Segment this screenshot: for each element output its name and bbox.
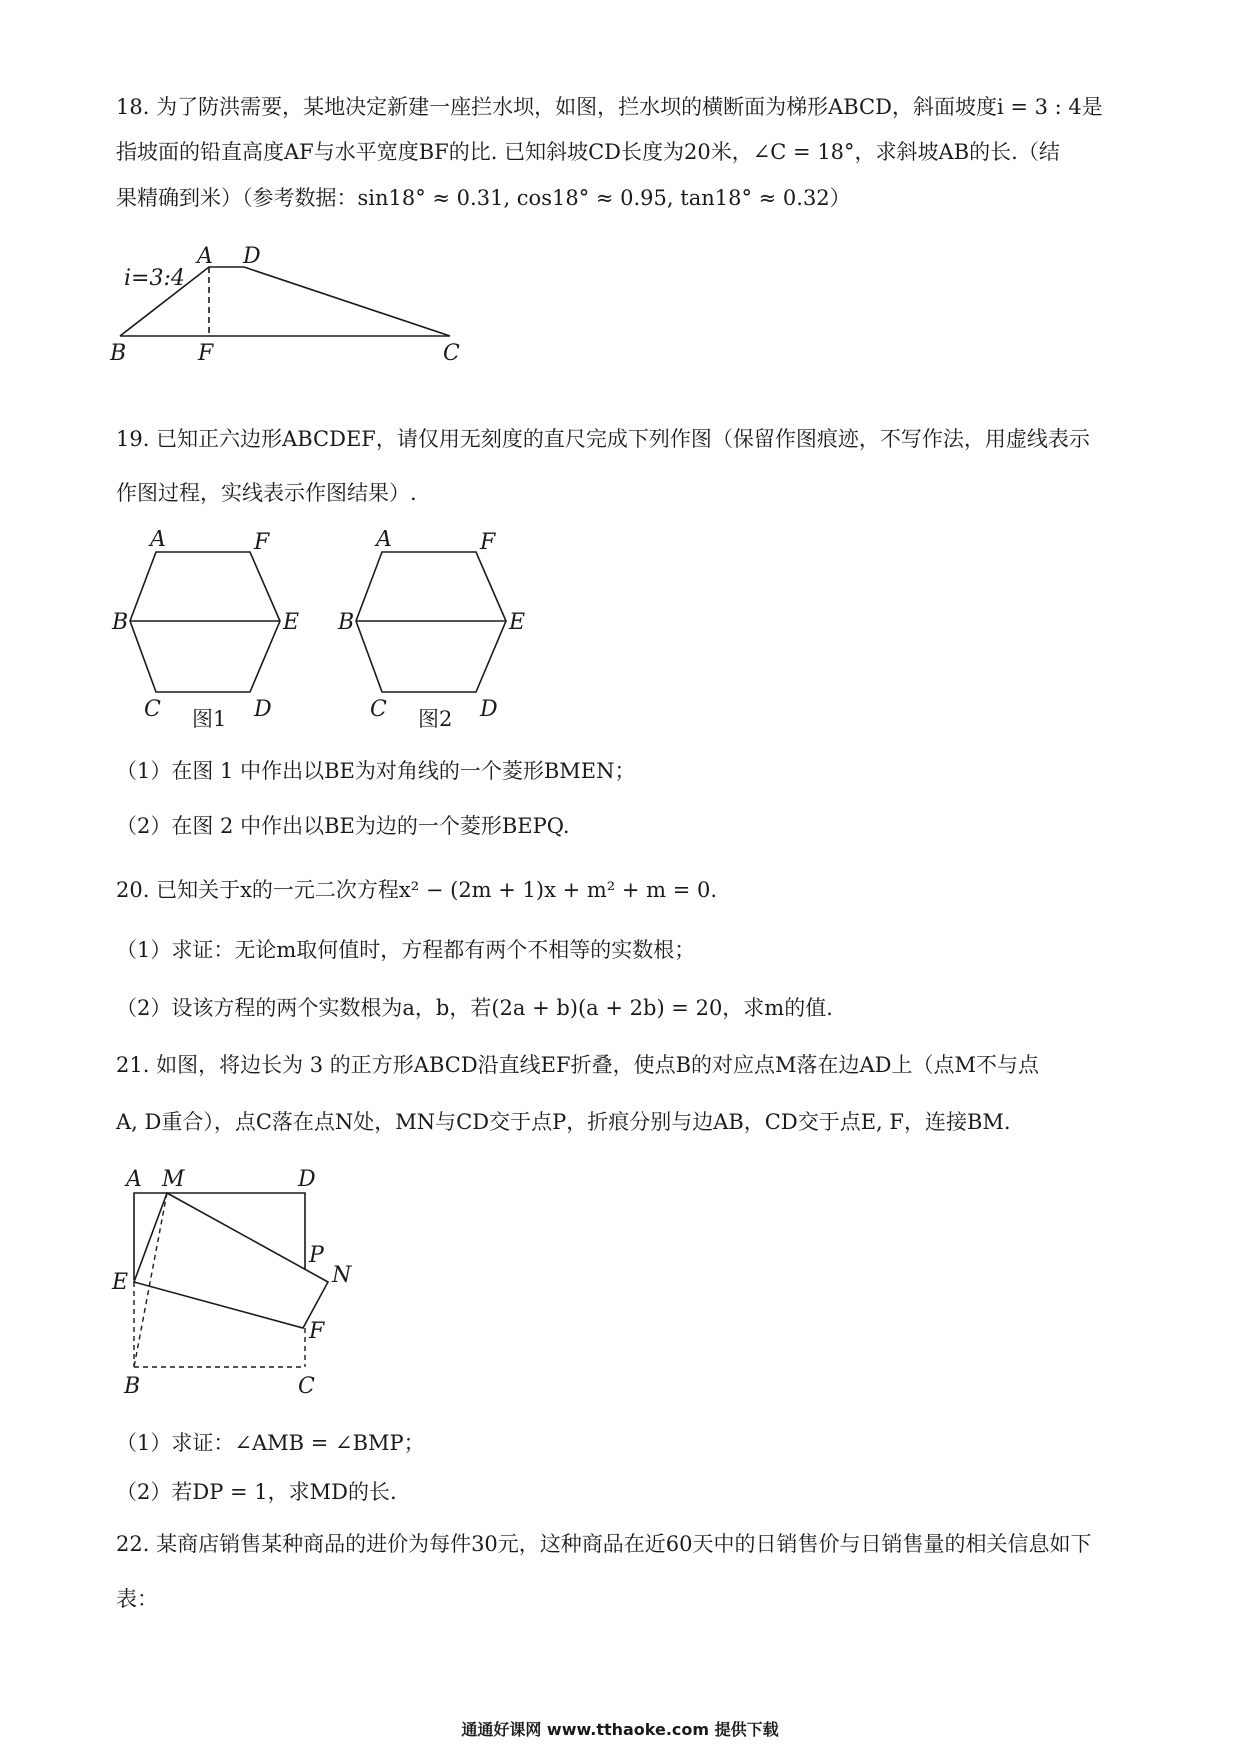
q22-line-2: 表： xyxy=(116,1587,158,1611)
page-footer: 通通好课网 www.tthaoke.com 提供下载 xyxy=(461,1720,779,1739)
label-A: A xyxy=(126,1167,142,1192)
label-B: B xyxy=(110,341,127,366)
q18-line-2: 指坡面的铅直高度AF与水平宽度BF的比. 已知斜坡CD长度为20米，∠C = 18°，求斜坡AB的长.（结 xyxy=(116,140,1060,164)
q21-line-2: A, D重合），点C落在点N处，MN与CD交于点P，折痕分别与边AB，CD交于点E, F，连接BM. xyxy=(116,1110,1011,1134)
q21-part-1: （1）求证：∠AMB = ∠BMP； xyxy=(116,1431,425,1455)
label-C: C xyxy=(144,697,161,722)
q19-line-2: 作图过程，实线表示作图结果）. xyxy=(116,481,417,505)
figure-2-caption: 图2 xyxy=(418,707,453,730)
label-E: E xyxy=(283,610,300,635)
label-F: F xyxy=(198,341,214,366)
q21-part-2: （2）若DP = 1，求MD的长. xyxy=(116,1480,397,1504)
label-P: P xyxy=(309,1243,324,1268)
q19-part-1: （1）在图 1 中作出以BE为对角线的一个菱形BMEN； xyxy=(116,759,636,783)
slope-ratio-label: i=3:4 xyxy=(124,266,185,291)
folded-square-figure xyxy=(110,1160,370,1400)
q18-line-3: 果精确到米）（参考数据：sin18° ≈ 0.31, cos18° ≈ 0.95, tan18° ≈ 0.32） xyxy=(116,186,851,210)
label-B: B xyxy=(338,610,355,635)
label-C: C xyxy=(370,697,387,722)
label-D: D xyxy=(298,1167,316,1192)
q21-line-1: 21. 如图，将边长为 3 的正方形ABCD沿直线EF折叠，使点B的对应点M落在边AD上（点M不与点 xyxy=(116,1053,1040,1077)
q22-line-1: 22. 某商店销售某种商品的进价为每件30元，这种商品在近60天中的日销售价与日销售量的相关信息如下 xyxy=(116,1532,1092,1556)
q20-line-1: 20. 已知关于x的一元二次方程x² − (2m + 1)x + m² + m = 0. xyxy=(116,878,718,902)
label-B: B xyxy=(124,1374,141,1399)
label-N: N xyxy=(332,1263,352,1288)
label-F: F xyxy=(480,530,496,555)
q18-line-1: 18. 为了防洪需要，某地决定新建一座拦水坝，如图，拦水坝的横断面为梯形ABCD，斜面坡度i = 3 : 4是 xyxy=(116,95,1103,119)
label-D: D xyxy=(243,244,261,269)
dam-trapezoid-figure xyxy=(110,238,530,370)
label-F: F xyxy=(254,530,270,555)
figure-1-caption: 图1 xyxy=(192,707,227,730)
label-A: A xyxy=(197,244,213,269)
q20-part-2: （2）设该方程的两个实数根为a，b，若(2a + b)(a + 2b) = 20，求m的值. xyxy=(116,996,833,1020)
label-M: M xyxy=(162,1167,185,1192)
label-E: E xyxy=(509,610,526,635)
label-A: A xyxy=(150,530,166,552)
label-E: E xyxy=(112,1270,129,1295)
label-A: A xyxy=(376,530,392,552)
label-B: B xyxy=(112,610,129,635)
label-F: F xyxy=(309,1319,325,1344)
label-C: C xyxy=(298,1374,315,1399)
q19-part-2: （2）在图 2 中作出以BE为边的一个菱形BEPQ. xyxy=(116,814,570,838)
label-C: C xyxy=(443,341,460,366)
q19-line-1: 19. 已知正六边形ABCDEF，请仅用无刻度的直尺完成下列作图（保留作图痕迹，不写作法，用虚线表示 xyxy=(116,427,1090,451)
hexagon-figure-2 xyxy=(336,530,536,730)
label-D: D xyxy=(254,697,272,722)
hexagon-figure-1 xyxy=(110,530,310,730)
label-D: D xyxy=(480,697,498,722)
q20-part-1: （1）求证：无论m取何值时，方程都有两个不相等的实数根； xyxy=(116,938,696,962)
